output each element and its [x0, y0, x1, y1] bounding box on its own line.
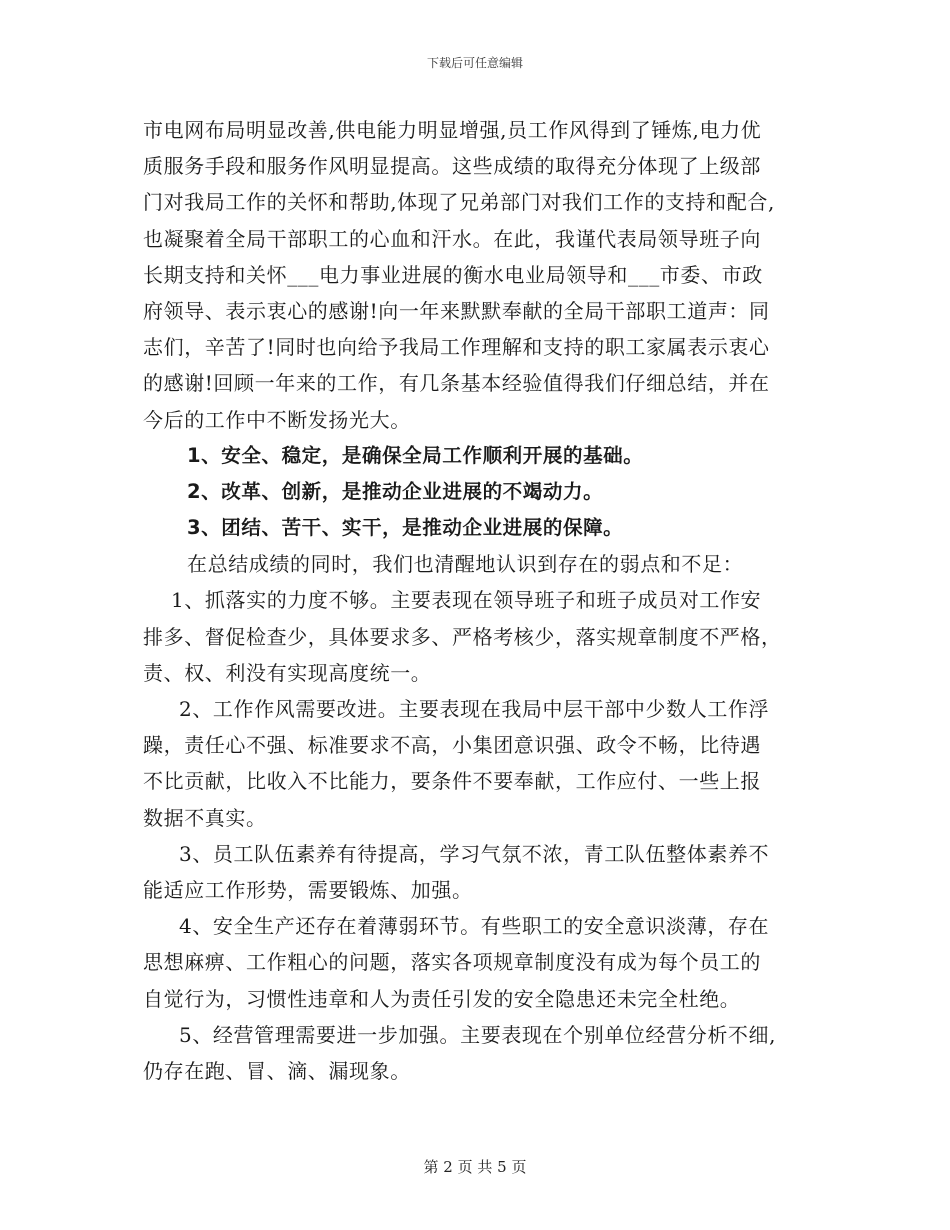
text-line: 志们，辛苦了!同时也向给予我局工作理解和支持的职工家属表示衷心	[143, 335, 770, 360]
text-line: 不比贡献，比收入不比能力，要条件不要奉献，工作应付、一些上报	[143, 769, 761, 794]
page-footer: 第 2 页 共 5 页	[423, 1158, 527, 1176]
text-line: 门对我局工作的关怀和帮助,体现了兄弟部门对我们工作的支持和配合,	[143, 190, 775, 215]
text-line: 质服务手段和服务作风明显提高。这些成绩的取得充分体现了上级部	[143, 154, 761, 179]
text-line: 府领导、表示衷心的感谢!向一年来默默奉献的全局干部职工道声：同	[143, 298, 770, 323]
text-line: 责、权、利没有实现高度统一。	[143, 660, 432, 685]
text-line: 躁，责任心不强、标准要求不高，小集团意识强、政令不畅，比待遇	[143, 733, 761, 758]
text-line: 在总结成绩的同时，我们也清醒地认识到存在的弱点和不足：	[187, 552, 744, 577]
text-line: 排多、督促检查少，具体要求多、严格考核少，落实规章制度不严格，	[143, 624, 782, 649]
text-line: 自觉行为，习惯性违章和人为责任引发的安全隐患还未完全杜绝。	[143, 986, 741, 1011]
text-line: 4、安全生产还存在着薄弱环节。有些职工的安全意识淡薄，存在	[179, 914, 770, 939]
page-header: 下载后可任意编辑	[426, 56, 523, 70]
text-line: 数据不真实。	[143, 805, 267, 830]
text-line: 5、经营管理需要进一步加强。主要表现在个别单位经营分析不细,	[179, 1022, 777, 1047]
text-line: 市电网布局明显改善,供电能力明显增强,员工作风得到了锤炼,电力优	[143, 118, 762, 142]
text-line: 思想麻痹、工作粗心的问题，落实各项规章制度没有成为每个员工的	[143, 950, 761, 975]
text-line: 3、员工队伍素养有待提高，学习气氛不浓，青工队伍整体素养不	[179, 841, 770, 866]
text-line: 仍存在跑、冒、滴、漏现象。	[143, 1058, 411, 1083]
text-line: 2、改革、创新，是推动企业进展的不竭动力。	[187, 479, 604, 503]
document-body	[143, 112, 813, 1089]
text-line: 3、团结、苦干、实干，是推动企业进展的保障。	[187, 516, 624, 540]
text-line: 的感谢!回顾一年来的工作，有几条基本经验值得我们仔细总结，并在	[143, 371, 770, 396]
text-line: 长期支持和关怀___电力事业进展的衡水电业局领导和___市委、市政	[143, 262, 763, 287]
text-line: 1、安全、稳定，是确保全局工作顺利开展的基础。	[187, 443, 644, 467]
text-line: 也凝聚着全局干部职工的心血和汗水。在此，我谨代表局领导班子向	[143, 226, 761, 251]
text-line: 1、抓落实的力度不够。主要表现在领导班子和班子成员对工作安	[171, 588, 762, 613]
text-line: 能适应工作形势，需要锻炼、加强。	[143, 877, 473, 902]
text-line: 今后的工作中不断发扬光大。	[143, 407, 411, 432]
text-line: 2、工作作风需要改进。主要表现在我局中层干部中少数人工作浮	[179, 697, 770, 721]
